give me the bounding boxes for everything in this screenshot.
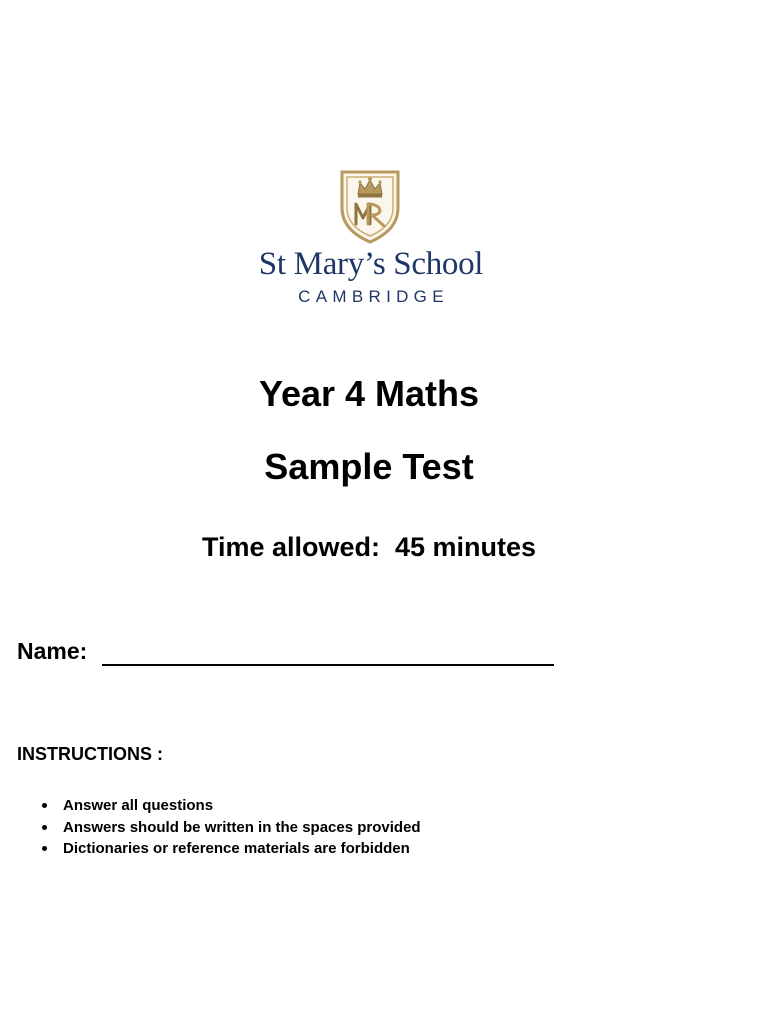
school-city: CAMBRIDGE <box>298 287 449 306</box>
bullet-icon <box>42 846 47 851</box>
instruction-text: Answers should be written in the spaces provided <box>63 818 421 836</box>
instruction-text: Dictionaries or reference materials are forbidden <box>63 840 410 857</box>
page-subtitle: Sample Test <box>264 446 474 487</box>
page-title: Year 4 Maths <box>258 373 480 414</box>
crest-icon <box>338 168 402 244</box>
bullet-icon <box>42 803 47 808</box>
instruction-text: Answer all questions <box>63 797 214 814</box>
school-logo <box>246 166 496 308</box>
time-allowed <box>0 530 738 564</box>
name-field-label: Name: <box>17 638 88 664</box>
name-field[interactable] <box>102 664 554 666</box>
time-allowed-value: 45 minutes <box>395 532 537 562</box>
instructions-heading: INSTRUCTIONS : <box>17 744 163 764</box>
bullet-icon <box>42 825 47 830</box>
school-name: St Mary’s School <box>258 246 484 282</box>
time-allowed-label: Time allowed: <box>201 532 380 562</box>
